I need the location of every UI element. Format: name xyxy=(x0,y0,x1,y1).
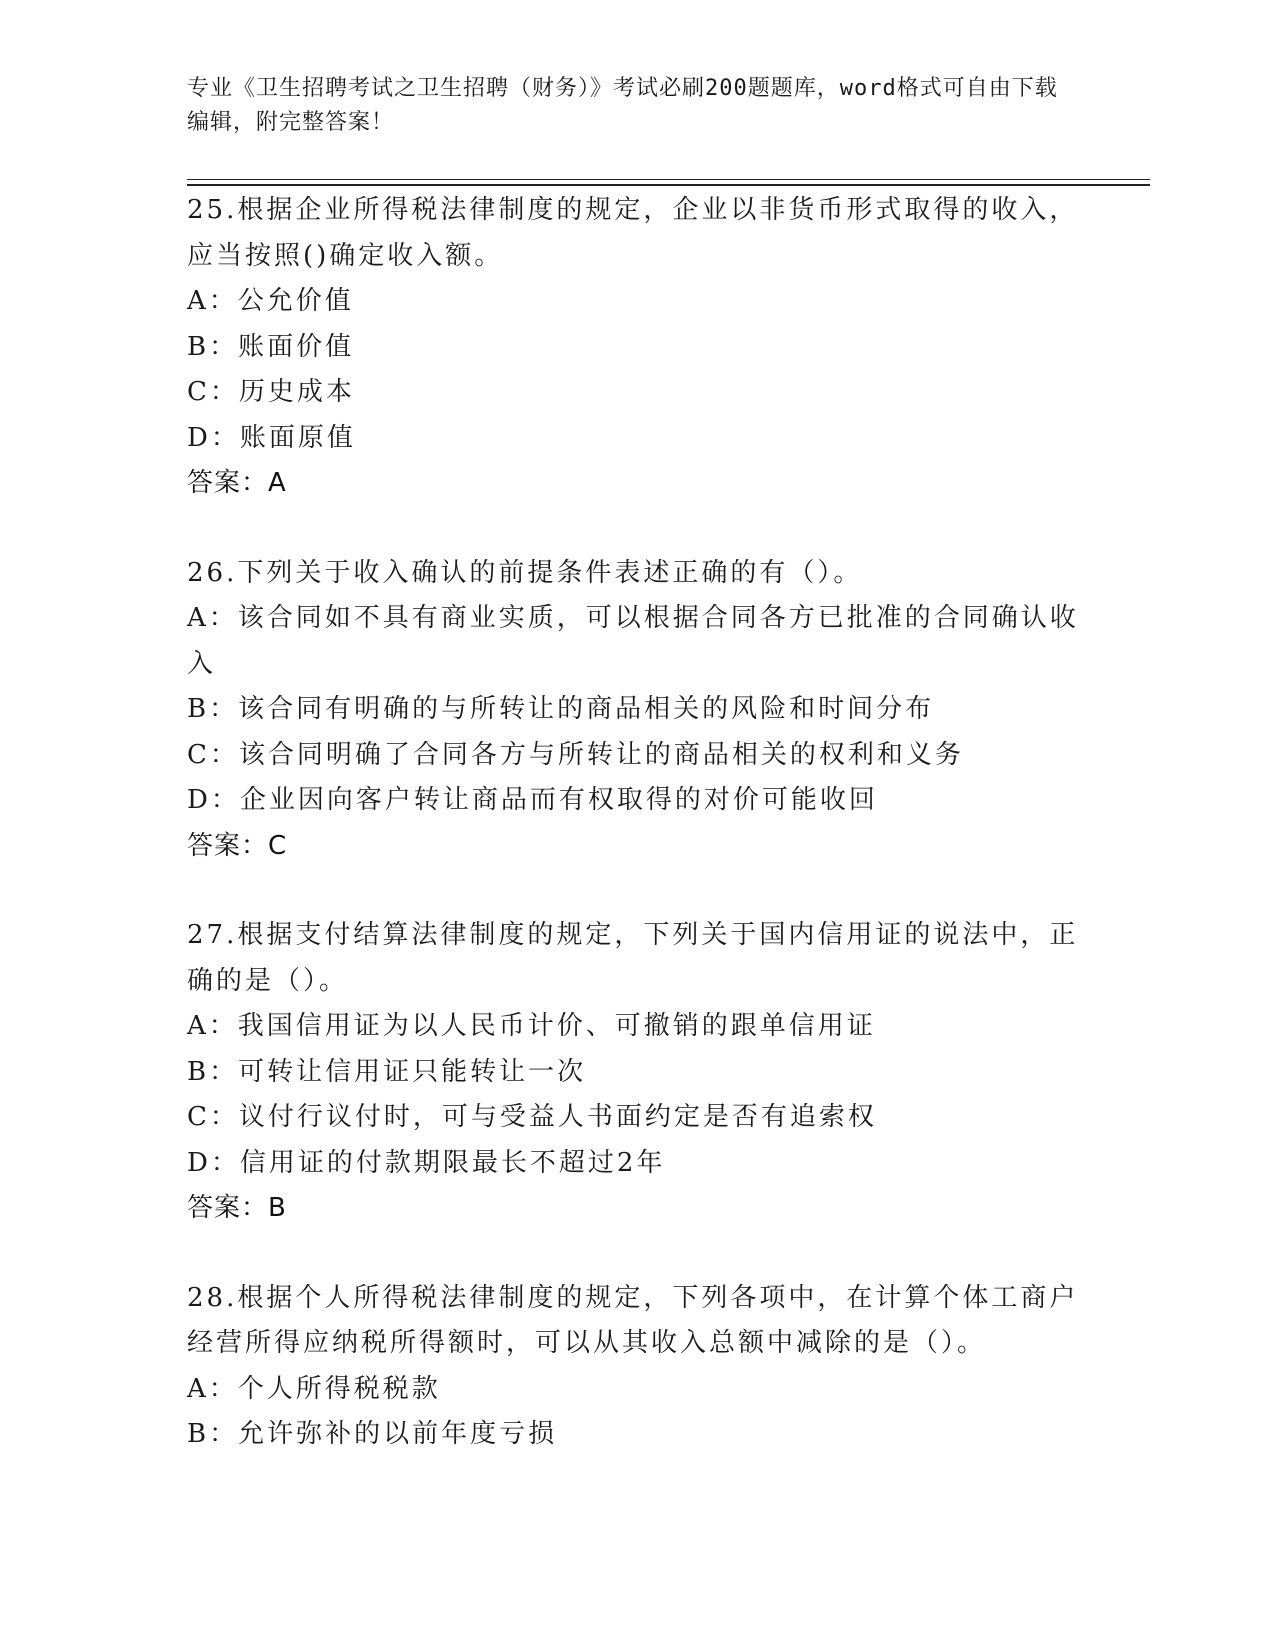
option-b: B：该合同有明确的与所转让的商品相关的风险和时间分布 xyxy=(187,694,935,724)
question-27 xyxy=(187,913,1087,1232)
option-b: B：允许弥补的以前年度亏损 xyxy=(187,1419,558,1449)
option-d: D：账面原值 xyxy=(187,422,356,453)
document-header: 专业《卫生招聘考试之卫生招聘（财务）》考试必刷200题题库，word格式可自由下载编辑，附完整答案！ xyxy=(187,76,1058,135)
question-25 xyxy=(187,188,1087,507)
header-divider-thick xyxy=(187,184,1150,186)
option-c: C：历史成本 xyxy=(187,377,355,407)
option-a: A：该合同如不具有商业实质，可以根据合同各方已批准的合同确认收入 xyxy=(187,603,1079,679)
question-28 xyxy=(187,1276,1087,1458)
question-list xyxy=(187,188,1087,1502)
question-stem: 28.根据个人所得税法律制度的规定，下列各项中，在计算个体工商户经营所得应纳税所得额时，可以从其收入总额中减除的是（）。 xyxy=(187,1282,1079,1358)
question-stem: 25.根据企业所得税法律制度的规定，企业以非货币形式取得的收入，应当按照()确定收入额。 xyxy=(187,195,1079,271)
option-d: D：信用证的付款期限最长不超过2年 xyxy=(187,1147,666,1178)
option-d: D：企业因向客户转让商品而有权取得的对价可能收回 xyxy=(187,785,878,815)
question-stem: 26.下列关于收入确认的前提条件表述正确的有（）。 xyxy=(187,557,863,588)
question-26 xyxy=(187,551,1087,870)
option-a: A：个人所得税税款 xyxy=(187,1373,441,1404)
question-stem: 27.根据支付结算法律制度的规定，下列关于国内信用证的说法中，正确的是（）。 xyxy=(187,920,1079,996)
answer-text: 答案：A xyxy=(187,468,287,498)
option-a: A：公允价值 xyxy=(187,286,354,316)
option-c: C：该合同明确了合同各方与所转让的商品相关的权利和义务 xyxy=(187,739,964,770)
option-b: B：账面价值 xyxy=(187,331,355,362)
option-c: C：议付行议付时，可与受益人书面约定是否有追索权 xyxy=(187,1102,877,1132)
answer-text: 答案：B xyxy=(187,1193,287,1223)
answer-text: 答案：C xyxy=(187,830,288,861)
option-a: A：我国信用证为以人民币计价、可撤销的跟单信用证 xyxy=(187,1011,876,1041)
option-b: B：可转让信用证只能转让一次 xyxy=(187,1056,587,1087)
header-divider-thin xyxy=(187,179,1150,180)
